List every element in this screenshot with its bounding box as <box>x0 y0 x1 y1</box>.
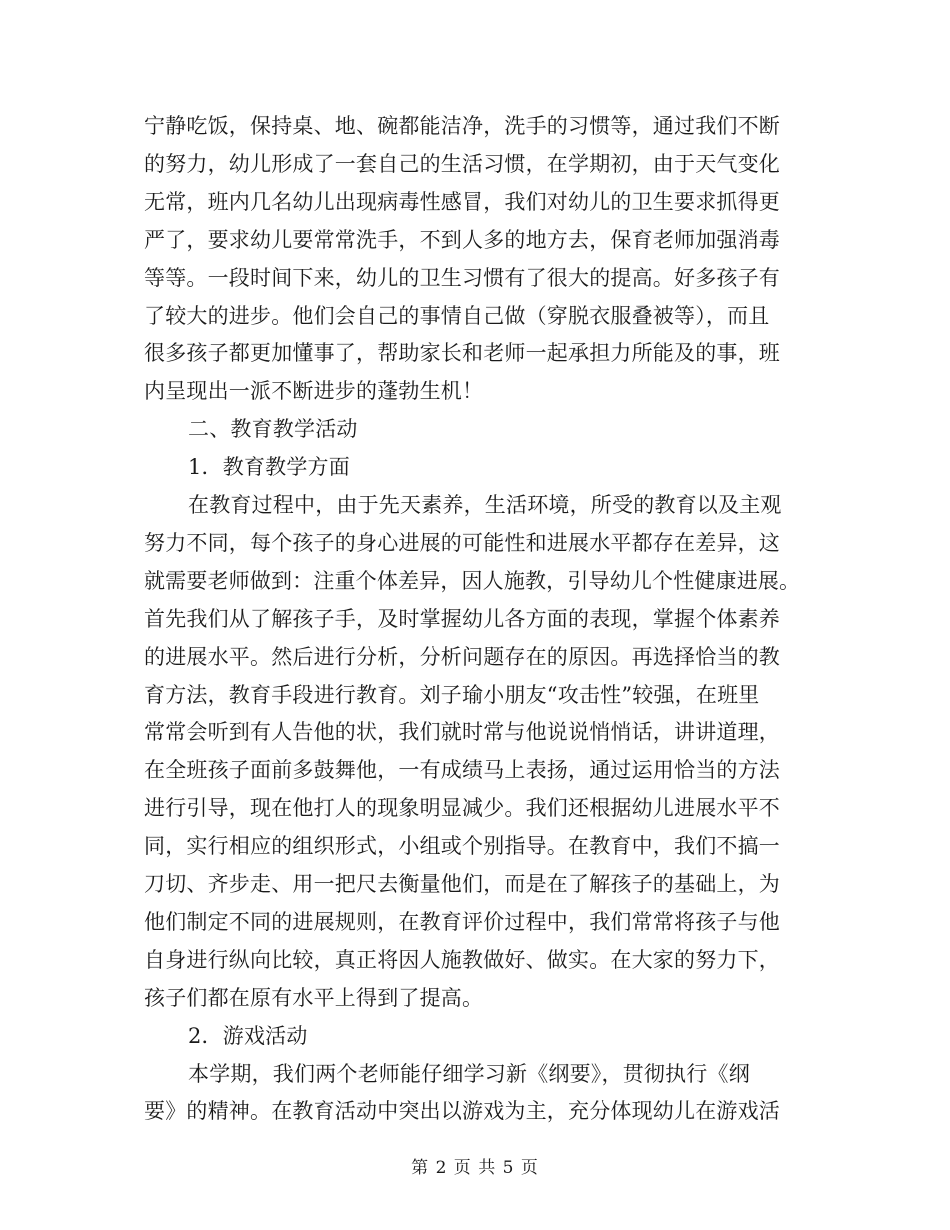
body-text-line: 育方法，教育手段进行教育。刘子瑜小朋友“攻击性”较强，在班里 <box>144 683 760 707</box>
body-text-line: 严了，要求幼儿要常常洗手，不到人多的地方去，保育老师加强消毒 <box>144 228 780 252</box>
body-text-line: 很多孩子都更加懂事了，帮助家长和老师一起承担力所能及的事，班 <box>144 341 780 365</box>
body-text-line: 要》的精神。在教育活动中突出以游戏为主，充分体现幼儿在游戏活 <box>144 1099 780 1123</box>
body-text-line: 他们制定不同的进展规则，在教育评价过程中，我们常常将孩子与他 <box>144 910 780 934</box>
body-text-line: 就需要老师做到：注重个体差异，因人施教，引导幼儿个性健康进展。 <box>144 569 801 593</box>
body-text-line: 无常，班内几名幼儿出现病毒性感冒，我们对幼儿的卫生要求抓得更 <box>144 190 780 214</box>
body-text-line: 的努力，幼儿形成了一套自己的生活习惯，在学期初，由于天气变化 <box>144 152 780 176</box>
subsection-heading: 2．游戏活动 <box>188 1024 308 1048</box>
body-text-line: 内呈现出一派不断进步的蓬勃生机！ <box>144 379 484 403</box>
body-text-line: 自身进行纵向比较，真正将因人施教做好、做实。在大家的努力下， <box>144 948 780 972</box>
body-text-line: 刀切、齐步走、用一把尺去衡量他们，而是在了解孩子的基础上，为 <box>144 872 780 896</box>
body-text-line: 首先我们从了解孩子手，及时掌握幼儿各方面的表现，掌握个体素养 <box>144 607 780 631</box>
section-heading: 二、教育教学活动 <box>188 417 358 441</box>
subsection-heading: 1．教育教学方面 <box>188 455 350 479</box>
body-text-line: 努力不同，每个孩子的身心进展的可能性和进展水平都存在差异，这 <box>144 531 780 555</box>
page-footer: 第 2 页 共 5 页 <box>411 1158 539 1178</box>
body-text-line: 孩子们都在原有水平上得到了提高。 <box>144 986 484 1010</box>
body-text-line: 了较大的进步。他们会自己的事情自己做（穿脱衣服叠被等），而且 <box>144 304 770 328</box>
paragraph-first-line: 在教育过程中，由于先天素养，生活环境，所受的教育以及主观 <box>188 493 782 517</box>
body-text-line: 等等。一段时间下来，幼儿的卫生习惯有了很大的提高。好多孩子有 <box>144 266 780 290</box>
body-text-line: 同，实行相应的组织形式，小组或个别指导。在教育中，我们不搞一 <box>144 834 780 858</box>
body-text-line: 进行引导，现在他打人的现象明显减少。我们还根据幼儿进展水平不 <box>144 796 780 820</box>
body-text-line: 的进展水平。然后进行分析，分析问题存在的原因。再选择恰当的教 <box>144 645 780 669</box>
paragraph-first-line: 本学期，我们两个老师能仔细学习新《纲要》，贯彻执行《纲 <box>188 1062 750 1086</box>
body-text-line: 在全班孩子面前多鼓舞他，一有成绩马上表扬，通过运用恰当的方法 <box>144 758 780 782</box>
body-text-line: 宁静吃饭，保持桌、地、碗都能洁净，洗手的习惯等，通过我们不断 <box>144 114 780 138</box>
body-text-line: 常常会听到有人告他的状，我们就时常与他说说悄悄话，讲讲道理， <box>144 720 780 744</box>
